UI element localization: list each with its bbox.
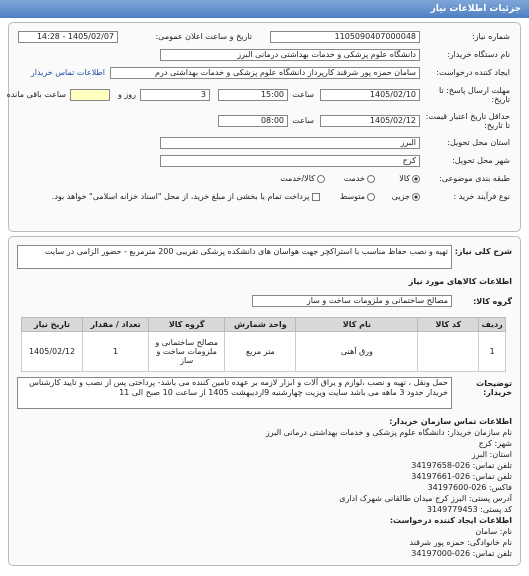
validity-date-field: 1405/02/12: [320, 115, 420, 127]
creator-line: نام خانوادگی: حمزه پور شرقند: [409, 538, 512, 547]
goods-panel: [8, 236, 521, 566]
contact-line: فاکس: 026-34197600: [427, 483, 512, 492]
contact-line: آدرس پستی: البرز کرج میدان طالقانی شهرک اداری: [339, 494, 512, 503]
creator-field: سامان حمزه پور شرقند کارپرداز دانشگاه علوم پزشکی و خدمات بهداشتی درم: [110, 67, 420, 79]
validity-time-label: ساعت: [292, 116, 314, 125]
contact-line: تلفن تماس: 026-34197658: [411, 461, 512, 470]
deadline-date-field: 1405/02/10: [320, 89, 420, 101]
contact-info: [17, 417, 512, 560]
remaining-label: ساعت باقی مانده: [6, 90, 66, 99]
deadline-time-field: 15:00: [218, 89, 288, 101]
cell: [418, 332, 479, 372]
table-header-row: [22, 318, 506, 332]
city-field: کرج: [160, 155, 420, 167]
buyer-org-label: نام دستگاه خریدار:: [447, 50, 510, 59]
remaining-time-field: [70, 89, 110, 101]
radio-icon: [367, 193, 375, 201]
col-header: ردیف: [479, 318, 506, 332]
col-header: واحد شمارش: [225, 318, 296, 332]
need-number-label: شماره نیاز:: [472, 32, 510, 41]
category-option-goods[interactable]: کالا: [399, 174, 420, 183]
summary-field: تهیه و نصب حفاظ مناسب با استراکچر جهت هواسان های دانشکده پزشکی تقریبی 200 مترمربع - حضور الزامی در سایت: [17, 245, 452, 269]
category-label: طبقه بندی موضوعی:: [439, 174, 510, 183]
summary-row: [17, 245, 512, 271]
cell: 1405/02/12: [22, 332, 83, 372]
col-header: تعداد / مقدار: [83, 318, 149, 332]
validity-time-field: 08:00: [218, 115, 288, 127]
contact-line: استان: البرز: [471, 450, 512, 459]
contact-line: کد پستی: 3149779453: [426, 505, 512, 514]
checkbox-icon: [312, 193, 320, 201]
cell: متر مربع: [225, 332, 296, 372]
days-label: روز و: [118, 90, 136, 99]
contact-line: شهر: کرج: [478, 439, 512, 448]
radio-icon: [367, 175, 375, 183]
creator-line: تلفن تماس: 026-34197000: [411, 549, 512, 558]
buyer-notes-label: توضیحات خریدار:: [476, 379, 512, 397]
treasury-checkbox[interactable]: پرداخت تمام یا بخشی از مبلغ خرید، از محل "اسناد خزانه اسلامی" خواهد بود.: [52, 192, 320, 201]
days-field: 3: [140, 89, 210, 101]
col-header: کد کالا: [418, 318, 479, 332]
category-option-both[interactable]: کالا/خدمت: [280, 174, 325, 183]
contact-line: تلفن تماس: 026-34197661: [411, 472, 512, 481]
creator-info-title: اطلاعات ایجاد کننده درخواست:: [389, 516, 512, 525]
creator-label: ایجاد کننده درخواست:: [436, 68, 510, 77]
purchase-option-minor[interactable]: جزیی: [392, 192, 420, 201]
buyer-org-field: دانشگاه علوم پزشکی و خدمات بهداشتی درمانی البرز: [160, 49, 420, 61]
goods-group-label: گروه کالا:: [473, 297, 512, 306]
summary-label: شرح کلی نیاز:: [454, 247, 512, 256]
purchase-option-medium[interactable]: متوسط: [340, 192, 375, 201]
cell: 1: [83, 332, 149, 372]
need-details-panel: [8, 22, 521, 232]
purchase-type-label: نوع فرآیند خرید :: [453, 192, 510, 201]
goods-group-row: [17, 295, 512, 309]
col-header: تاریخ نیاز: [22, 318, 83, 332]
radio-icon: [412, 175, 420, 183]
need-number-field: 1105090407000048: [270, 31, 420, 43]
contact-line: نام سازمان خریدار: دانشگاه علوم پزشکی و خدمات بهداشتی درمانی البرز: [265, 428, 512, 437]
buyer-notes-row: [17, 377, 512, 411]
goods-info-title: اطلاعات کالاهای مورد نیاز: [408, 277, 512, 286]
radio-icon: [412, 193, 420, 201]
buyer-contact-link[interactable]: اطلاعات تماس خریدار: [30, 68, 105, 77]
table-row: [22, 332, 506, 372]
province-label: استان محل تحویل:: [447, 138, 510, 147]
cell: مصالح ساختمانی و ملزومات ساخت و ساز: [149, 332, 225, 372]
announce-date-field: 1405/02/07 - 14:28: [18, 31, 118, 43]
creator-line: نام: سامان: [475, 527, 512, 536]
goods-table: [21, 317, 506, 372]
buyer-notes-field: حمل ونقل ، تهیه و نصب ،لوازم و یراق آلات و ابزار لازمه بر عهده تامین کننده می باشد- پرداختی پس از نصب و تایید کارشناس خریدار حدود 3 ماهه می باشد سایت ویزیت چهارشنبه 9اردیبهشت 1405 از ساعت 10 صبح الی 11: [17, 377, 452, 409]
category-option-service[interactable]: خدمت: [344, 174, 375, 183]
city-label: شهر محل تحویل:: [452, 156, 510, 165]
cell: 1: [479, 332, 506, 372]
province-field: البرز: [160, 137, 420, 149]
col-header: نام کالا: [296, 318, 418, 332]
col-header: گروه کالا: [149, 318, 225, 332]
contact-title: اطلاعات تماس سازمان خریدار:: [389, 417, 512, 426]
cell: ورق آهنی: [296, 332, 418, 372]
announce-date-label: تاریخ و ساعت اعلان عمومی:: [155, 32, 252, 41]
deadline-time-label: ساعت: [292, 90, 314, 99]
validity-label: حداقل تاریخ اعتبار قیمت: تا تاریخ:: [425, 112, 510, 130]
page-title: جزئیات اطلاعات نیاز: [0, 0, 529, 18]
deadline-label: مهلت ارسال پاسخ: تا تاریخ:: [438, 86, 510, 104]
goods-group-field: مصالح ساختمانی و ملزومات ساخت و ساز: [252, 295, 452, 307]
radio-icon: [317, 175, 325, 183]
